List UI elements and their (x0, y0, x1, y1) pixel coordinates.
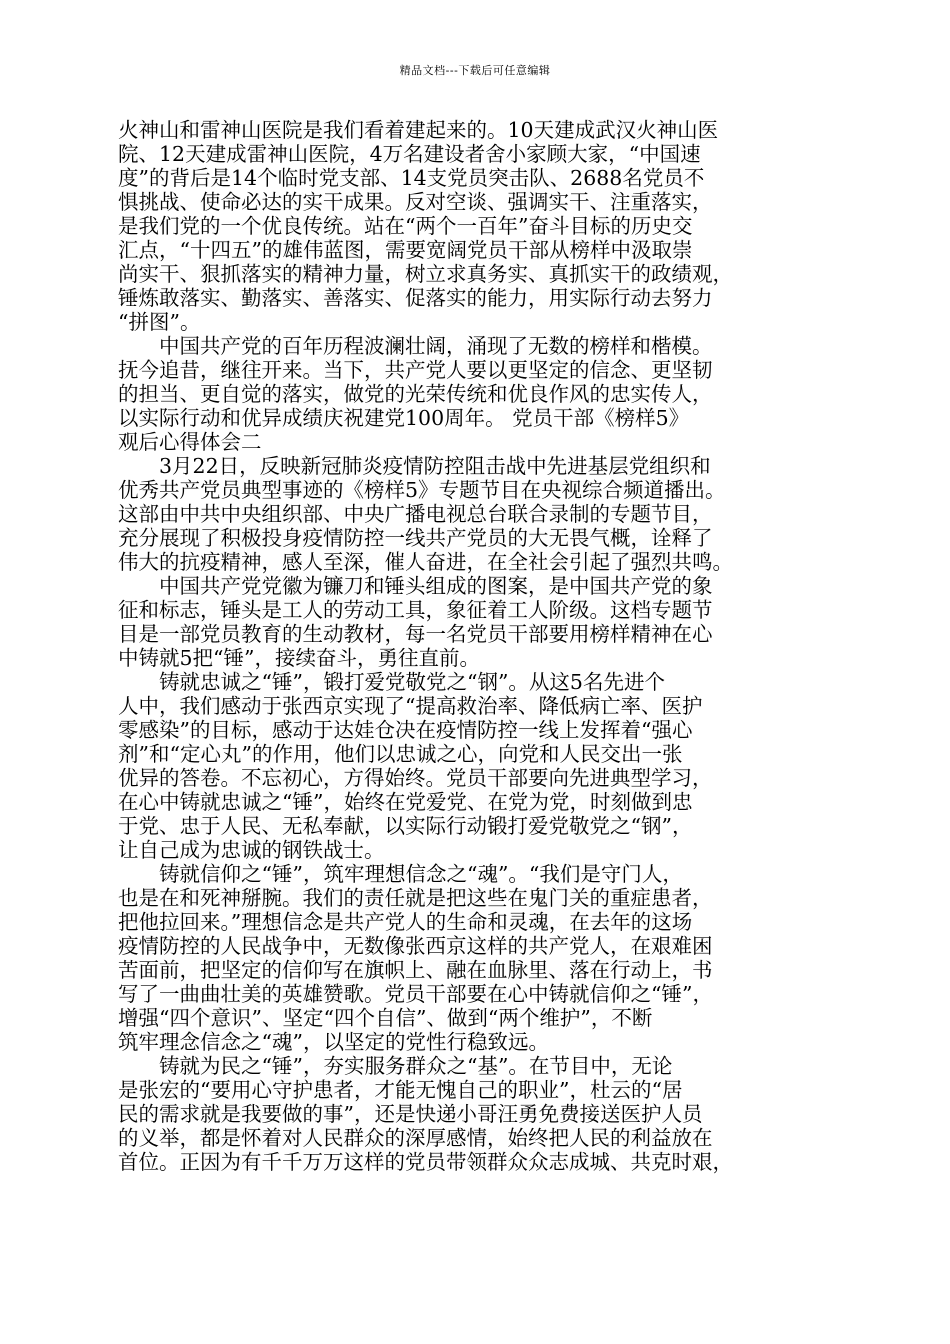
text-line: 优秀共产党员典型事迹的《榜样5》专题节目在央视综合频道播出。 (118, 478, 726, 502)
text-line: 的担当、更自觉的落实，做党的光荣传统和优良作风的忠实传人， (118, 382, 713, 406)
text-line: 征和标志，锤头是工人的劳动工具，象征着工人阶级。这档专题节 (118, 598, 713, 622)
text-line: 院、12天建成雷神山医院，4万名建设者舍小家顾大家，“中国速 (118, 142, 701, 166)
text-line: 中铸就5把“锤”，接续奋斗，勇往直前。 (118, 646, 481, 670)
text-line: 中国共产党的百年历程波澜壮阔，涌现了无数的榜样和楷模。 (159, 334, 713, 358)
text-line: 让自己成为忠诚的钢铁战士。 (118, 838, 385, 862)
text-line: 是我们党的一个优良传统。站在“两个一百年”奋斗目标的历史交 (118, 214, 693, 238)
text-line: 这部由中共中央组织部、中央广播电视总台联合录制的专题节目， (118, 502, 713, 526)
text-line: 惧挑战、使命必达的实干成果。反对空谈、强调实干、注重落实， (118, 190, 713, 214)
text-line: 把他拉回来。”理想信念是共产党人的生命和灵魂，在去年的这场 (118, 910, 693, 934)
text-line: 剂”和“定心丸”的作用，他们以忠诚之心，向党和人民交出一张 (118, 742, 683, 766)
text-line: 铸就忠诚之“锤”，锻打爱党敬党之“钢”。从这5名先进个 (159, 670, 665, 694)
text-line: 优异的答卷。不忘初心，方得始终。党员干部要向先进典型学习， (118, 766, 713, 790)
text-line: 是张宏的“要用心守护患者，才能无愧自己的职业”，杜云的“居 (118, 1078, 683, 1102)
document-body (118, 118, 834, 1174)
text-line: 铸就信仰之“锤”，筑牢理想信念之“魂”。“我们是守门人， (159, 862, 683, 886)
text-line: 火神山和雷神山医院是我们看着建起来的。10天建成武汉火神山医 (118, 118, 719, 142)
text-line: 观后心得体会二 (118, 430, 262, 454)
text-line: 锤炼敢落实、勤落实、善落实、促落实的能力，用实际行动去努力 (118, 286, 713, 310)
text-line: 零感染”的目标，感动于达娃仓决在疫情防控一线上发挥着“强心 (118, 718, 693, 742)
text-line: 度”的背后是14个临时党支部、14支党员突击队、2688名党员不 (118, 166, 705, 190)
text-line: 伟大的抗疫精神，感人至深，催人奋进，在全社会引起了强烈共鸣。 (118, 550, 733, 574)
text-line: 民的需求就是我要做的事”，还是快递小哥汪勇免费接送医护人员 (118, 1102, 703, 1126)
page-header: 精品文档---下载后可任意编辑 (399, 64, 551, 77)
text-line: 疫情防控的人民战争中，无数像张西京这样的共产党人，在艰难困 (118, 934, 713, 958)
text-line: 汇点，“十四五”的雄伟蓝图，需要宽阔党员干部从榜样中汲取崇 (118, 238, 693, 262)
text-line: 目是一部党员教育的生动教材，每一名党员干部要用榜样精神在心 (118, 622, 713, 646)
text-line: “拼图”。 (118, 310, 201, 334)
text-line: 以实际行动和优异成绩庆祝建党100周年。 党员干部《榜样5》 (118, 406, 690, 430)
text-line: 的义举，都是怀着对人民群众的深厚感情，始终把人民的利益放在 (118, 1126, 713, 1150)
text-line: 铸就为民之“锤”，夯实服务群众之“基”。在节目中，无论 (159, 1054, 673, 1078)
text-line: 在心中铸就忠诚之“锤”，始终在党爱党、在党为党，时刻做到忠 (118, 790, 693, 814)
text-line: 抚今追昔，继往开来。当下，共产党人要以更坚定的信念、更坚韧 (118, 358, 713, 382)
text-line: 增强“四个意识”、坚定“四个自信”、做到“两个维护”，不断 (118, 1006, 653, 1030)
text-line: 于党、忠于人民、无私奉献，以实际行动锻打爱党敬党之“钢”， (118, 814, 693, 838)
text-line: 首位。正因为有千千万万这样的党员带领群众众志成城、共克时艰， (118, 1150, 733, 1174)
text-line: 3月22日，反映新冠肺炎疫情防控阻击战中先进基层党组织和 (159, 454, 711, 478)
text-line: 也是在和死神掰腕。我们的责任就是把这些在鬼门关的重症患者， (118, 886, 713, 910)
text-line: 筑牢理念信念之“魂”，以坚定的党性行稳致远。 (118, 1030, 549, 1054)
text-line: 中国共产党党徽为镰刀和锤头组成的图案，是中国共产党的象 (159, 574, 713, 598)
text-line: 尚实干、狠抓落实的精神力量，树立求真务实、真抓实干的政绩观， (118, 262, 733, 286)
text-line: 人中，我们感动于张西京实现了“提高救治率、降低病亡率、医护 (118, 694, 703, 718)
text-line: 苦面前，把坚定的信仰写在旗帜上、融在血脉里、落在行动上，书 (118, 958, 713, 982)
text-line: 写了一曲曲壮美的英雄赞歌。党员干部要在心中铸就信仰之“锤”， (118, 982, 713, 1006)
text-line: 充分展现了积极投身疫情防控一线共产党员的大无畏气概，诠释了 (118, 526, 713, 550)
